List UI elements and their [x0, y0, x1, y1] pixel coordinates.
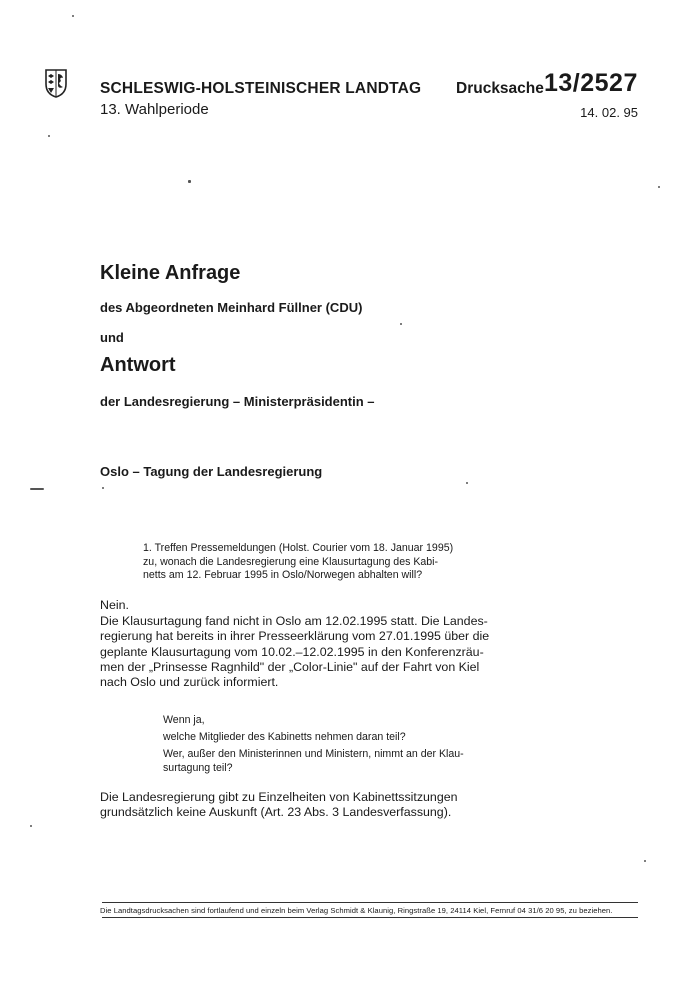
footer-note: Die Landtagsdrucksachen sind fortlaufend und einzeln beim Verlag Schmidt & Klaunig, Ringstraße 19, 24114 Kiel, Fernruf 04 31/6 20 95, zu beziehen.	[100, 906, 613, 915]
und-line: und	[100, 330, 124, 345]
scan-speck	[48, 135, 50, 137]
footer-bottom-rule	[102, 917, 638, 918]
answer-2-body	[100, 790, 458, 821]
answer-1-body	[100, 614, 489, 690]
question-2-line: welche Mitglieder des Kabinetts nehmen daran teil?	[163, 731, 406, 743]
antwort-heading: Antwort	[100, 354, 176, 376]
question-2-line: surtagung teil?	[163, 761, 233, 774]
footer-top-rule	[102, 902, 638, 903]
parliament-name: SCHLESWIG-HOLSTEINISCHER LANDTAG	[100, 80, 422, 97]
scan-speck	[102, 487, 104, 489]
scan-speck	[30, 825, 32, 827]
answer-2-line: grundsätzlich keine Auskunft (Art. 23 Abs. 3 Landesverfassung).	[100, 805, 452, 820]
scan-speck	[644, 860, 646, 862]
question-1-line: zu, wonach die Landesregierung eine Klausurtagung des Kabi-	[143, 555, 439, 568]
kleine-anfrage-heading: Kleine Anfrage	[100, 262, 241, 284]
scan-speck	[400, 323, 402, 325]
question-1	[143, 542, 453, 583]
drucksache-label: Drucksache	[456, 80, 544, 97]
answer-1-nein: Nein.	[100, 598, 129, 612]
answer-1-line: geplante Klausurtagung vom 10.02.–12.02.1995 in den Konferenzräu-	[100, 644, 484, 659]
answer-1-line: nach Oslo und zurück informiert.	[100, 675, 279, 690]
question-2-body	[163, 748, 464, 775]
answer-1-line: men der „Prinsesse Ragnhild" der „Color-Linie" auf der Fahrt von Kiel	[100, 659, 480, 674]
answer-1-line: regierung hat bereits in ihrer Presseerklärung vom 27.01.1995 über die	[100, 629, 490, 644]
document-date: 14. 02. 95	[580, 105, 638, 120]
coat-of-arms-logo	[44, 68, 68, 98]
answer-2-line: Die Landesregierung gibt zu Einzelheiten von Kabinettssitzungen	[100, 790, 458, 804]
subject-line: Oslo – Tagung der Landesregierung	[100, 464, 323, 479]
question-2-line: Wer, außer den Ministerinnen und Ministern, nimmt an der Klau-	[163, 748, 464, 760]
scan-mark	[30, 488, 44, 490]
responder-line: der Landesregierung – Ministerpräsidentin –	[100, 394, 375, 409]
drucksache-number: 13/2527	[544, 69, 638, 97]
scan-speck	[466, 482, 468, 484]
scan-speck	[188, 180, 191, 183]
answer-1-line: Die Klausurtagung fand nicht in Oslo am 12.02.1995 statt. Die Landes-	[100, 614, 488, 628]
question-1-line: netts am 12. Februar 1995 in Oslo/Norwegen abhalten will?	[143, 569, 423, 581]
scan-speck	[72, 15, 74, 17]
scan-speck	[658, 186, 660, 188]
legislative-period: 13. Wahlperiode	[100, 101, 209, 118]
question-1-line: 1. Treffen Pressemeldungen (Holst. Courier vom 18. Januar 1995)	[143, 542, 454, 554]
question-2-line: Wenn ja,	[163, 714, 205, 726]
author-line: des Abgeordneten Meinhard Füllner (CDU)	[100, 300, 363, 315]
